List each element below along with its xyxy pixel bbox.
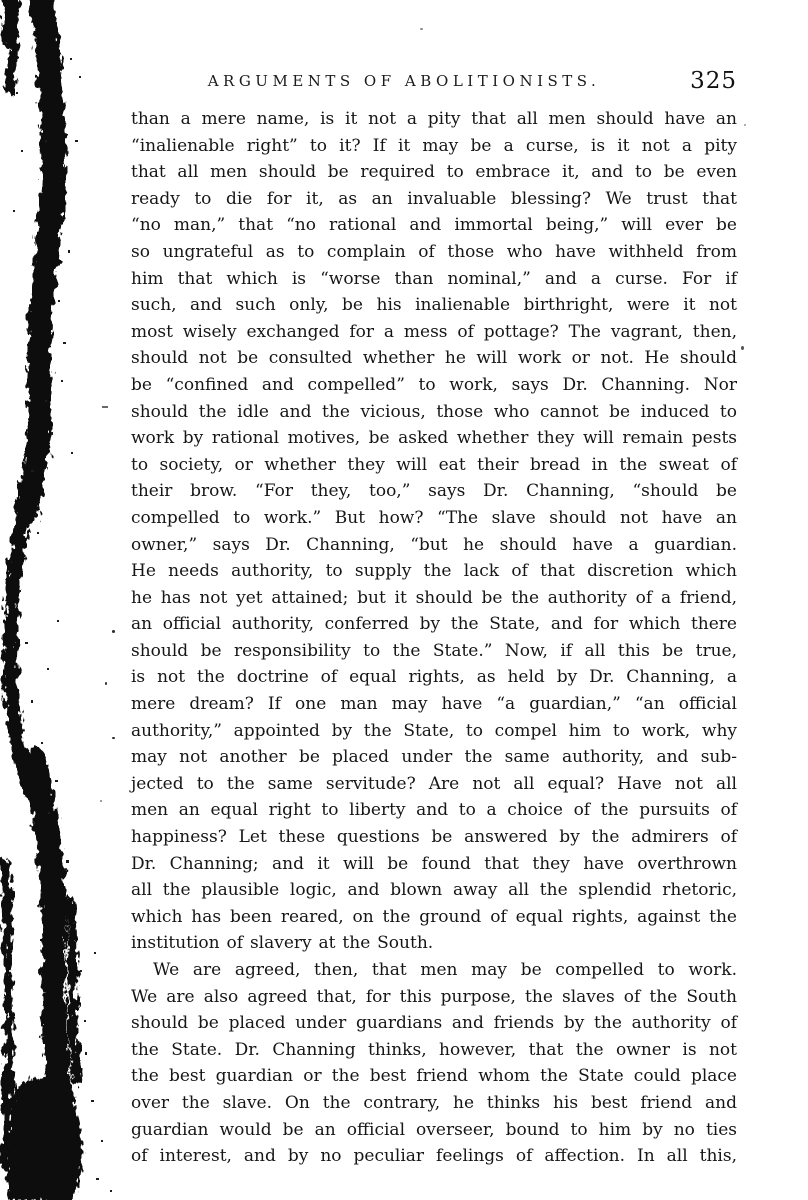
text-line: may not another be placed under the same authority, and sub- (131, 747, 737, 768)
text-line: over the slave. On the contrary, he thinks his best friend and (131, 1092, 737, 1113)
running-title: ARGUMENTS OF ABOLITIONISTS. (207, 72, 601, 90)
text-line: guardian would be an official overseer, bound to him by no ties (131, 1119, 737, 1140)
text-line: institution of slavery at the South. (131, 933, 434, 954)
text-line: Dr. Channing; and it will be found that they have overthrown (131, 853, 737, 874)
text-line: We are also agreed that, for this purpose, the slaves of the South (131, 986, 737, 1007)
text-line: owner,” says Dr. Channing, “but he should have a guardian. (131, 534, 737, 555)
text-line: than a mere name, is it not a pity that all men should have an (131, 109, 737, 129)
text-line: the State. Dr. Channing thinks, however, that the owner is not (131, 1039, 737, 1060)
page-number: 325 (690, 68, 737, 94)
text-line: he has not yet attained; but it should be the authority of a friend, (131, 587, 737, 608)
text-line: him that which is “worse than nominal,” and a curse. For if (131, 268, 737, 289)
text-line: that all men should be required to embrace it, and to be even (131, 162, 737, 183)
text-line: happiness? Let these questions be answered by the admirers of (131, 827, 737, 848)
paragraph-2 (131, 957, 737, 1170)
text-line: all the plausible logic, and blown away all the splendid rhetoric, (131, 880, 737, 901)
ink-speck (744, 124, 746, 126)
binding-shadow-artifact (0, 0, 130, 1200)
text-line: the best guardian or the best friend whom the State could place (131, 1066, 737, 1087)
text-line: ready to die for it, as an invaluable blessing? We trust that (131, 188, 737, 209)
text-line: an official authority, conferred by the State, and for which there (131, 614, 737, 635)
ink-speck (112, 737, 115, 739)
text-line: so ungrateful as to complain of those who have withheld from (131, 241, 737, 262)
text-line: which has been reared, on the ground of equal rights, against the (131, 906, 737, 927)
ink-speck (112, 630, 115, 633)
ink-speck (741, 346, 744, 350)
text-line: is not the doctrine of equal rights, as held by Dr. Channing, a (131, 667, 737, 688)
text-line: their brow. “For they, too,” says Dr. Channing, “should be (131, 481, 737, 502)
text-line: “inalienable right” to it? If it may be a curse, is it not a pity (131, 135, 737, 156)
text-line: such, and such only, be his inalienable birthright, were it not (131, 295, 737, 316)
ink-speck (100, 800, 102, 802)
text-line: should be placed under guardians and friends by the authority of (131, 1013, 737, 1034)
ink-speck (420, 28, 423, 30)
text-line: be “confined and compelled” to work, says Dr. Channing. Nor (131, 374, 737, 395)
text-line: compelled to work.” But how? “The slave should not have an (131, 507, 737, 528)
ink-speck (102, 406, 108, 408)
text-line: men an equal right to liberty and to a choice of the pursuits of (131, 800, 737, 821)
text-line: to society, or whether they will eat their bread in the sweat of (131, 454, 737, 475)
text-line: should not be consulted whether he will work or not. He should (131, 348, 737, 369)
text-line: work by rational motives, be asked whether they will remain pests (131, 428, 737, 449)
ink-speck (105, 682, 107, 685)
text-line: mere dream? If one man may have “a guardian,” “an official (131, 694, 737, 715)
text-line: He needs authority, to supply the lack of that discretion which (131, 561, 737, 582)
page-header (131, 68, 737, 98)
text-line: “no man,” that “no rational and immortal being,” will ever be (131, 215, 737, 236)
text-line: We are agreed, then, that men may be compelled to work. (153, 960, 737, 980)
text-line: authority,” appointed by the State, to compel him to work, why (131, 720, 737, 741)
paragraph-1 (131, 106, 737, 957)
text-line: most wisely exchanged for a mess of pottage? The vagrant, then, (131, 321, 737, 342)
body-text (131, 106, 737, 1170)
text-line: jected to the same servitude? Are not all equal? Have not all (131, 773, 737, 794)
text-line: should be responsibility to the State.” Now, if all this be true, (131, 640, 737, 661)
text-line: should the idle and the vicious, those who cannot be induced to (131, 401, 737, 422)
text-line: of interest, and by no peculiar feelings of affection. In all this, (131, 1146, 737, 1167)
